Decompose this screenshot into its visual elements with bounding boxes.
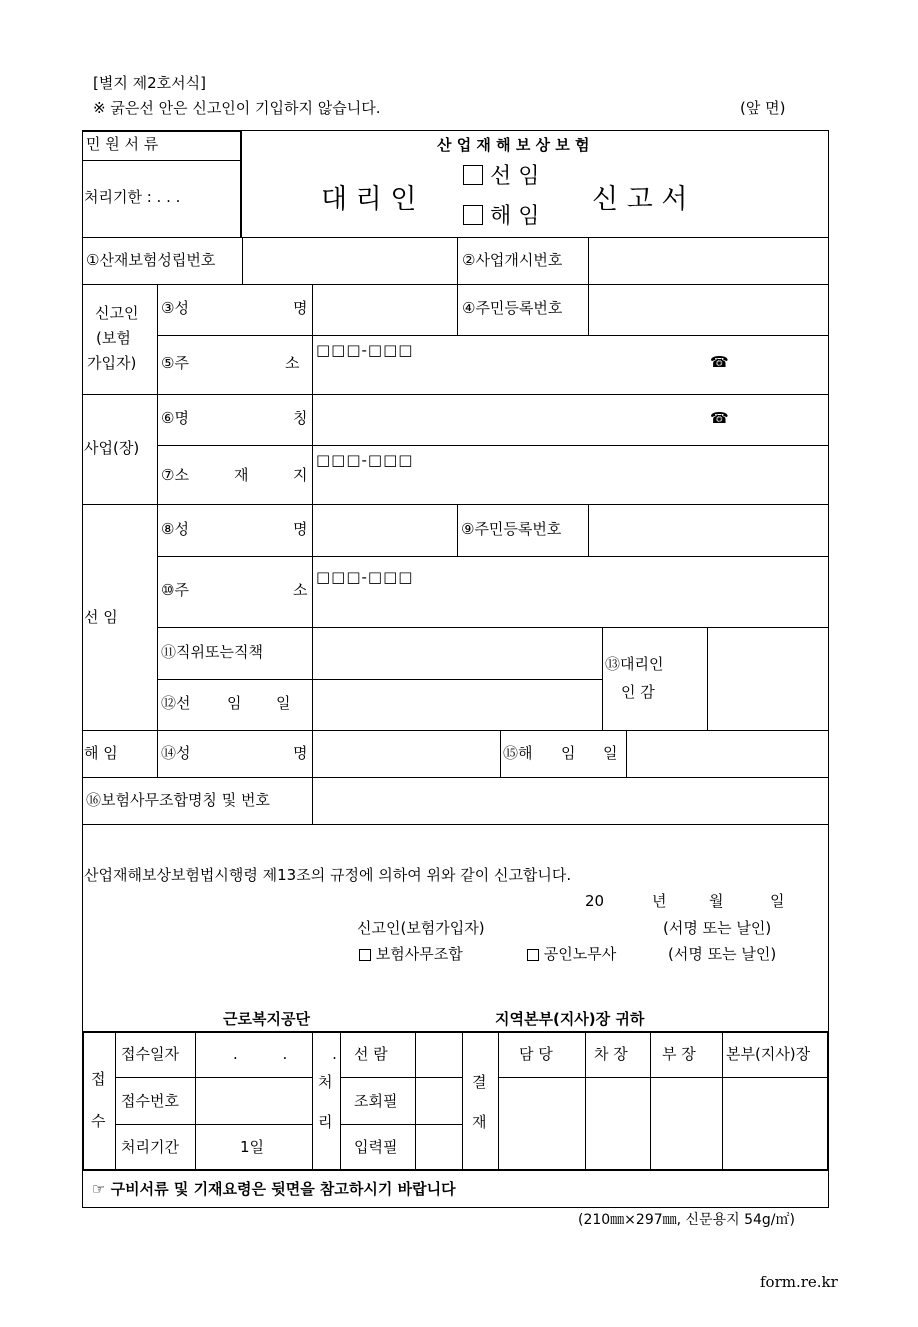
receipt-label-2: 수 xyxy=(91,1112,106,1130)
date-day: 일 xyxy=(770,892,785,910)
field-label-12c: 일 xyxy=(276,694,291,712)
reporter-label-2: (보험 xyxy=(96,329,131,347)
business-label: 사업(장) xyxy=(84,439,140,457)
checkbox-icon xyxy=(359,949,371,961)
receipt-number-label: 접수번호 xyxy=(121,1092,179,1110)
field-label-7b: 재 xyxy=(234,466,249,484)
field-label-3b: 명 xyxy=(293,299,308,317)
field-label-12a: ⑫선 xyxy=(161,694,191,712)
field-label-8b: 명 xyxy=(293,520,308,538)
check-label: 조회필 xyxy=(354,1092,398,1110)
field-label-13a: ⑬대리인 xyxy=(605,655,664,673)
field-label-14b: 명 xyxy=(293,744,308,762)
field-label-5b: 소 xyxy=(285,354,300,372)
form-title-left: 대 리 인 xyxy=(321,184,417,215)
form-title-right: 신 고 서 xyxy=(592,184,688,215)
form-subtitle: 산 업 재 해 보 상 보 험 xyxy=(437,136,590,154)
processing-label-1: 처 xyxy=(318,1073,333,1091)
checkbox-icon xyxy=(463,205,483,225)
processing-period-label: 처리기간 xyxy=(121,1138,179,1156)
field-label-10b: 소 xyxy=(293,581,308,599)
form-number: [별지 제2호서식] xyxy=(93,74,206,92)
agency-name: 근로복지공단 xyxy=(223,1010,310,1028)
receipt-date-value: . . . xyxy=(233,1045,357,1063)
checkbox-icon xyxy=(463,165,483,185)
signature-note-2: (서명 또는 날인) xyxy=(668,945,777,963)
site-watermark: form.re.kr xyxy=(760,1273,838,1291)
approval-col-3: 부 장 xyxy=(662,1045,696,1063)
postal-code-boxes: □□□-□□□ xyxy=(316,341,414,359)
date-year: 년 xyxy=(652,892,667,910)
phone-icon: ☎ xyxy=(710,353,729,371)
dismiss-label: 해 임 xyxy=(84,744,118,762)
field-label-6b: 칭 xyxy=(293,409,308,427)
approval-col-4: 본부(지사)장 xyxy=(726,1045,811,1063)
appoint-label: 선 임 xyxy=(84,608,118,626)
processing-period-value: 1일 xyxy=(240,1138,265,1156)
approval-label-2: 재 xyxy=(472,1113,487,1131)
option-labor-attorney[interactable]: 공인노무사 xyxy=(527,947,616,962)
receipt-label-1: 접 xyxy=(91,1070,106,1088)
approval-col-1: 담 당 xyxy=(519,1045,553,1063)
option-insurance-union[interactable]: 보험사무조합 xyxy=(359,947,463,962)
postal-code-boxes: □□□-□□□ xyxy=(316,451,414,469)
approval-col-2: 차 장 xyxy=(594,1045,628,1063)
field-label-10a: ⑩주 xyxy=(161,581,189,599)
reporter-label-3: 가입자) xyxy=(87,354,137,372)
field-label-6a: ⑥명 xyxy=(161,409,189,427)
option-dismiss[interactable]: 해 임 xyxy=(463,205,540,228)
field-label-15b: 임 xyxy=(561,744,576,762)
field-label-2: ②사업개시번호 xyxy=(462,251,563,269)
paper-spec: (210㎜×297㎜, 신문용지 54g/㎡) xyxy=(578,1212,795,1228)
postal-code-boxes: □□□-□□□ xyxy=(316,568,414,586)
view-label: 선 람 xyxy=(354,1045,388,1063)
reporter-label-1: 신고인 xyxy=(95,304,139,322)
field-label-5a: ⑤주 xyxy=(161,354,189,372)
option-appoint[interactable]: 선 임 xyxy=(463,165,540,188)
field-label-12b: 임 xyxy=(227,694,242,712)
field-label-16: ⑯보험사무조합명칭 및 번호 xyxy=(86,791,270,809)
field-label-9: ⑨주민등록번호 xyxy=(461,520,562,538)
field-label-15c: 일 xyxy=(603,744,618,762)
field-label-8a: ⑧성 xyxy=(161,520,189,538)
input-label: 입력필 xyxy=(354,1138,398,1156)
page-side: (앞 면) xyxy=(740,99,786,117)
field-label-13b: 인 감 xyxy=(621,683,655,701)
processing-deadline: 처리기한 : . . . xyxy=(84,188,181,206)
field-label-1: ①산재보험성립번호 xyxy=(86,251,216,269)
phone-icon: ☎ xyxy=(710,409,729,427)
field-label-7a: ⑦소 xyxy=(161,466,189,484)
field-label-4: ④주민등록번호 xyxy=(462,299,563,317)
instruction-note: ※ 굵은선 안은 신고인이 기입하지 않습니다. xyxy=(93,99,381,117)
field-label-3a: ③성 xyxy=(161,299,189,317)
field-label-15a: ⑮해 xyxy=(503,744,533,762)
reference-notice: ☞ 구비서류 및 기재요령은 뒷면을 참고하시기 바랍니다 xyxy=(92,1180,456,1198)
checkbox-icon xyxy=(527,949,539,961)
declaration-text: 산업재해보상보험법시행령 제13조의 규정에 의하여 위와 같이 신고합니다. xyxy=(84,866,572,884)
addressee: 지역본부(지사)장 귀하 xyxy=(495,1010,645,1028)
date-month: 월 xyxy=(709,892,724,910)
reporter-sign-label: 신고인(보험가입자) xyxy=(357,919,485,937)
field-label-11: ⑪직위또는직책 xyxy=(161,643,263,661)
approval-label-1: 결 xyxy=(472,1073,487,1091)
receipt-date-label: 접수일자 xyxy=(121,1045,179,1063)
processing-label-2: 리 xyxy=(318,1113,333,1131)
field-label-7c: 지 xyxy=(293,466,308,484)
signature-note-1: (서명 또는 날인) xyxy=(663,919,772,937)
date-year-prefix: 20 xyxy=(585,892,605,910)
civil-docs-label: 민 원 서 류 xyxy=(86,135,159,153)
field-label-14a: ⑭성 xyxy=(161,744,191,762)
